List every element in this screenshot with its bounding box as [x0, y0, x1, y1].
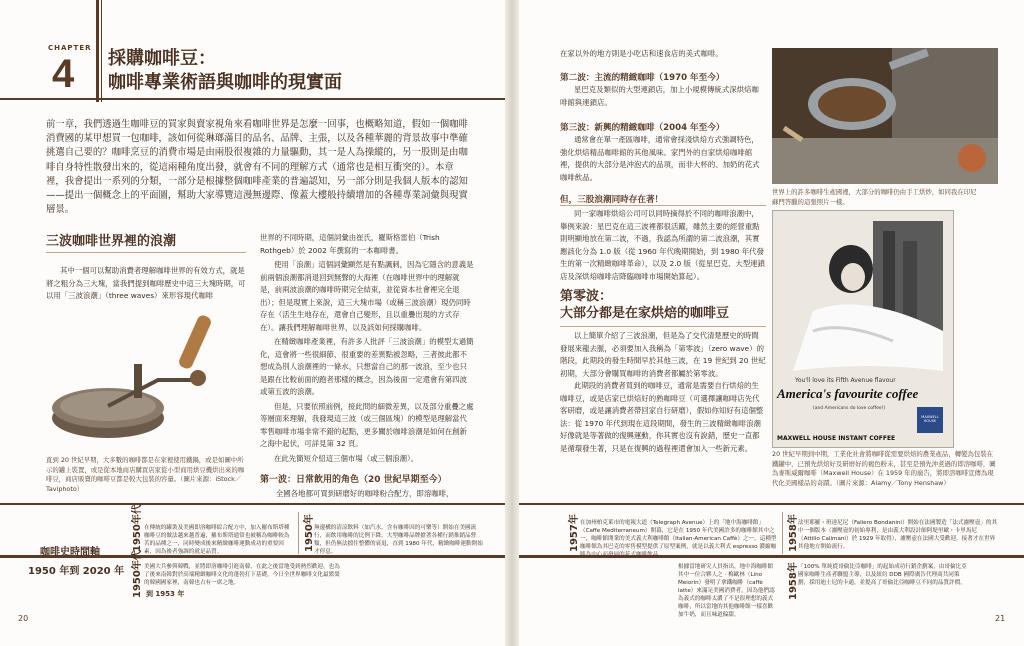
- chapter-bar-thin: [101, 0, 102, 102]
- timeline-title: 咖啡史時間軸: [40, 547, 100, 558]
- mcol-para-5: 在此先簡短介紹這三個市場（或三個浪潮）。: [274, 453, 419, 463]
- right-top-text: 在家以外的地方則是小吃店和速食店的美式咖啡。: [560, 49, 723, 58]
- ad-subline: (and Americans do love coffee!): [813, 406, 886, 411]
- timeline-text-1: 在傳統的罐裝及美國即溶咖啡綜合配方中，加入羅布斯塔種咖啡豆的做法越來越普遍，羅布斯塔通常也被稱為咖啡較為苦的品種之一，同時變成後來精緻咖啡運動成功的重要因素，因為後者強調的就是品質。: [144, 525, 290, 555]
- chapter-label: CHAPTER: [48, 44, 92, 52]
- wave3-title: 第三波：新興的精緻咖啡（2004 年至今）: [560, 123, 725, 133]
- wave2-text: 星巴克及類似的大型連鎖店，加上小規模傳統式深烘焙咖啡館與連鎖店。: [560, 85, 759, 107]
- ad-headline-small: You'll love its Fifth Avenue flavour: [795, 377, 896, 384]
- zero-wave-title-1: 第零波：: [560, 289, 613, 304]
- wave1-title: 第一波：日常飲用的角色（20 世紀早期至今）: [260, 475, 447, 485]
- chapter-title-line1: 採購咖啡豆：: [108, 48, 216, 69]
- wave1-text: 全國各地都可買到研磨好的咖啡粉合配方，即溶咖啡，: [276, 489, 454, 498]
- ad-brand: MAXWELL HOUSE INSTANT COFFEE: [777, 435, 896, 442]
- hand-roasting-photo: [772, 48, 998, 184]
- coexist-text: 同一家咖啡烘焙公司可以同時摘得於不同的咖啡浪潮中，舉例來說：星巴克在這三波裡都很活躍，雖然主要的經營重點則明顯地放在第二波，不過，我認為所謂的第二波浪潮，其實應該化分為 1.0 版（從 1960 年代晚期開始，到 1980 年代發生的第一次精緻咖啡革命），以及 2.0 版（從星巴克、大型連鎖店及深烘焙咖啡店降臨咖啡市場開始算起）。: [560, 209, 765, 281]
- coffee-jar: [917, 407, 943, 433]
- timeline-text-5: 美國大兵參與韓戰，並將即溶咖啡引進南韓，在此之後當地受到熱烈歡迎，也為了後來南韓對於高端精緻咖啡文化的蓬勃打下基礎，今日全世界咖啡文化最繁榮的韓國國家裡，南韓也占有一席之地。: [144, 564, 340, 586]
- timeline-year-3: 1957年: [569, 514, 580, 552]
- timeline-extra-5: 到 1953 年: [146, 590, 185, 598]
- page-number-right: 21: [995, 614, 1006, 623]
- mcol-para-4: 但是，只要依照前例，接此問的細微差異，以及部分重疊之處等層面來理解，我發現這三波（或三個區塊）的模型是理解當代零售咖啡市場非常不錯的起點，更多關於咖啡浪潮是如何在創新之海中起伏，可詳見第 32 頁。: [260, 401, 474, 448]
- maxwell-caption: 20 世紀早期到中期，工業化社會將咖啡從需要烘焙的農業產品，轉變為包裝在鐵罐中，已預先烘焙好及研磨好的褐色粉末，甚至是預先沖煮過的即溶咖啡，圖為麥斯威爾咖啡（Maxwell House）在 1959 年的廣告，將即溶咖啡宣傳為現代化美國樣品的奇蹟。（圖片來源：Alamy／Tony Henshaw）: [772, 450, 996, 487]
- roaster-photo: [48, 306, 243, 454]
- timeline-text-4: 法里耶羅・班達尼尼（Faliero Bondanini）開始在法國製造「法式濾壓壺」的其中一個版本（濾壓壺的初始專利，是由義大利設計師阿堤里歐・卡里馬尼（Attilio Calimani）於 1929 年取得），濾壓壺在法國大受歡迎，接著才在世界其他地方開始流行。: [798, 520, 998, 550]
- chapter-bar: [96, 0, 99, 102]
- chapter-rule: [0, 98, 505, 100]
- intro-paragraph: 前一章，我們透過生咖啡豆的買家與賣家視角來看咖啡世界是怎麼一回事，也概略知道，假如一個咖啡消費國的某甲想買一包咖啡，該如何從琳瑯滿目的品名、品牌、主張，以及各種華麗的背景故事中準確挑選自己要的？咖啡烹豆的消費市場是由兩股很複雜的力量驅動，其一是人為操縱的，另一股則是由咖啡自身特性散發出來的，從這兩種角度出發，就會有不同的理解方式（通常也是相互衝突的）。本章裡，我會提出一系列的分類，一部分是根據整個咖啡產業的普遍認知，另一部分則是我個人版本的認知——提出一個概念上的平面圖，幫助大家導覽這漫無邊際、像蓋大樓般持續增加的各種專業詞彙與現實層景。: [46, 119, 468, 216]
- timeline-text-2: 無邊構的清涼飲料（如汽水，含有咖啡因的可樂等）開始在美國流行，而飲用咖啡的比例下降，大型咖啡品牌搶著各種行銷推銷品營類，但仍無法擋住整體的衰退，直到 1980 年代，精緻咖啡運動開始才停息。: [314, 525, 483, 555]
- timeline-range: 1950 年到 2020 年: [28, 566, 125, 577]
- roaster-caption: 直到 20 世紀早期，大多數的咖啡都是在家裡使用鐵鍋，或是如圖中所示的罐上裝置，或是從本地商店購買店家從小型商用烘豆機烘出來的咖啡豆，商店販賣的咖啡豆都是較大包裝的容量。（圖片來源：iStock／Taviphoto）: [46, 456, 245, 493]
- timeline-year-6: 1958年: [788, 562, 799, 600]
- wave2-title: 第二波：主流的精緻咖啡（1970 年至今）: [560, 73, 725, 83]
- section-rule: [46, 252, 246, 253]
- section-title-three-waves: 三波咖啡世界裡的浪潮: [46, 234, 177, 249]
- left-col1-para: 其中一個可以幫助消費者理解咖啡世界的有效方式，就是將之粗分為三大塊，當我們提到咖啡歷史中這三大塊時期，可以用「三波浪潮」（three waves）來形容現代咖啡: [46, 266, 246, 300]
- timeline-text-7: 根據當地研究人員指出，地中海咖啡館其中一位合夥人之 · 梅歐林（Lino Meiorin）發明了拿鐵咖啡（caffè latte）來滿足美國消費者，因為他們認為義式的咖啡太濃了不是很理想的義式咖啡，所以當地的其他咖啡館一樣喜歡加牛奶，而且味道偏甜。: [678, 564, 775, 618]
- timeline-year-5: 1950年代: [132, 550, 143, 598]
- hand-roasting-caption: 世界上的許多咖啡生產國裡，大部分的咖啡仍由手工烘炒，如同我在印尼蘇門答臘的這張照片一樣。: [772, 188, 977, 206]
- wave3-text: 通常會在單一產區咖啡，通常會採淺烘焙方式強調特色，強化烘焙精品咖啡館的其他風味。家門外的自家烘焙咖啡館裡，提供的大部分是沖泡式的品項，而非大杯的、加奶的花式咖啡飲品。: [560, 135, 760, 182]
- page-number-left: 20: [18, 614, 29, 623]
- maxwell-house-ad: [772, 210, 954, 448]
- coexist-rule: [560, 205, 766, 206]
- zero-wave-text: 以上簡單介紹了三波浪潮，但是為了交代清楚歷史的時間發展來龍去脈，必須要加入我稱為「第零波」（zero wave）的階段，此期段的發生時間早於其他三波，在 19 世紀到 20 世紀初期，大部分會購買咖啡的消費者都屬於第零波。: [560, 331, 766, 378]
- zero-wave-text-2: 此期段的消費者買到的咖啡豆，通常是需要自行烘焙的生咖啡豆，或是店家已烘焙好的熟咖啡豆（可選擇讓咖啡店先代客研磨，或是讓消費者帶回家自行研磨），假如你知好有這個整法：從 1970 年代到現在這段期間，發生的三波精緻咖啡浪潮好像就是等著做的復興運動，你其實也沒有說錯，歷史一直都是循環發生著，只是在復興的過程裡還會加入一些新元素。: [560, 381, 764, 453]
- timeline-text-6: 「100% 單純從哥倫比亞咖啡」的起始成功行銷企劃案，由哥倫比亞國家咖啡生產者聯盟主導，以及紐約 DDB 國際廣告代理商共同策劃，採用迪士尼的卡通，並提高了哥倫比亞咖啡豆不同的品質評價。: [798, 564, 967, 586]
- timeline-sep: [298, 512, 299, 554]
- coffee-jar-label: MAXWELL HOUSE: [921, 415, 939, 423]
- mcol-para-2: 使用「浪潮」這個詞彙顯然是有點諷刺，因為它隱含的意義是前兩個浪潮都消退回到無聲的大海裡（在咖啡世界中的理解就是，前兩波浪潮的咖啡時期完全結束，並從資本社會裡完全退出）；但是現實上來說，這三大塊市場（或稱三波浪潮）現仍同時存在（活生生地存在，還會自己變形，且以重疊出現的方式存在）。讓我們理解咖啡世界，以及該如何採購咖啡。: [260, 260, 474, 332]
- timeline-text-3: 在加州柏克萊市的電報大道（Telegraph Avenue）上的「地中海咖啡館」（Caffe Mediterraneum）開幕，它是在 1950 年代美國許多的咖啡館其中之一，咖啡館開業的美式義大利咖啡館（Italian-American Caffè）之一，這種型咖啡館為其巴克的零售模型提供了原型案例，就是以義大利式 espresso 濃縮咖啡為中心而發展的花式咖啡飲品。: [580, 520, 777, 558]
- timeline-sep-right: [782, 512, 783, 554]
- timeline-top-rule: [0, 503, 505, 505]
- chapter-number: 4: [52, 52, 75, 96]
- ad-headline: America's favourite coffee: [777, 386, 919, 401]
- mcol-para-3: 在精緻咖啡產業裡，有許多人批評「三波浪潮」的模型太過簡化，這會將一些很細節、很重要的差異點被忽略，三者彼此都不想成為別人浪潮裡的一條水，只想當自己的那一波浪，至少也只是跟在比較前面的跑者那樣的概念，因為後面一定還會有第四波或第五波的浪潮。: [260, 337, 474, 396]
- zero-wave-title-2: 大部分都是在家烘焙的咖啡豆: [560, 306, 730, 321]
- coexist-title: 但，三股浪潮同時存在著！: [560, 195, 664, 205]
- left-page: [0, 0, 505, 646]
- left-column-text: [46, 265, 246, 303]
- chapter-title-line2: 咖啡專業術語與咖啡的現實面: [108, 72, 342, 93]
- zero-rule: [560, 326, 766, 327]
- timeline-year-4: 1958年: [788, 514, 799, 552]
- timeline-top-rule-right: [519, 503, 1024, 505]
- timeline-year-2: 1950年: [304, 514, 315, 552]
- mcol-para-1: 世界的不同時期，這個詞彙由崔氏，羅斯格雷伯（Trish Rothgeb）於 2002 年撰寫的一本咖啡書。: [260, 233, 440, 255]
- timeline-year-1: 1950年代: [132, 504, 143, 552]
- middle-column-text: [260, 232, 474, 467]
- book-spine: [505, 0, 519, 646]
